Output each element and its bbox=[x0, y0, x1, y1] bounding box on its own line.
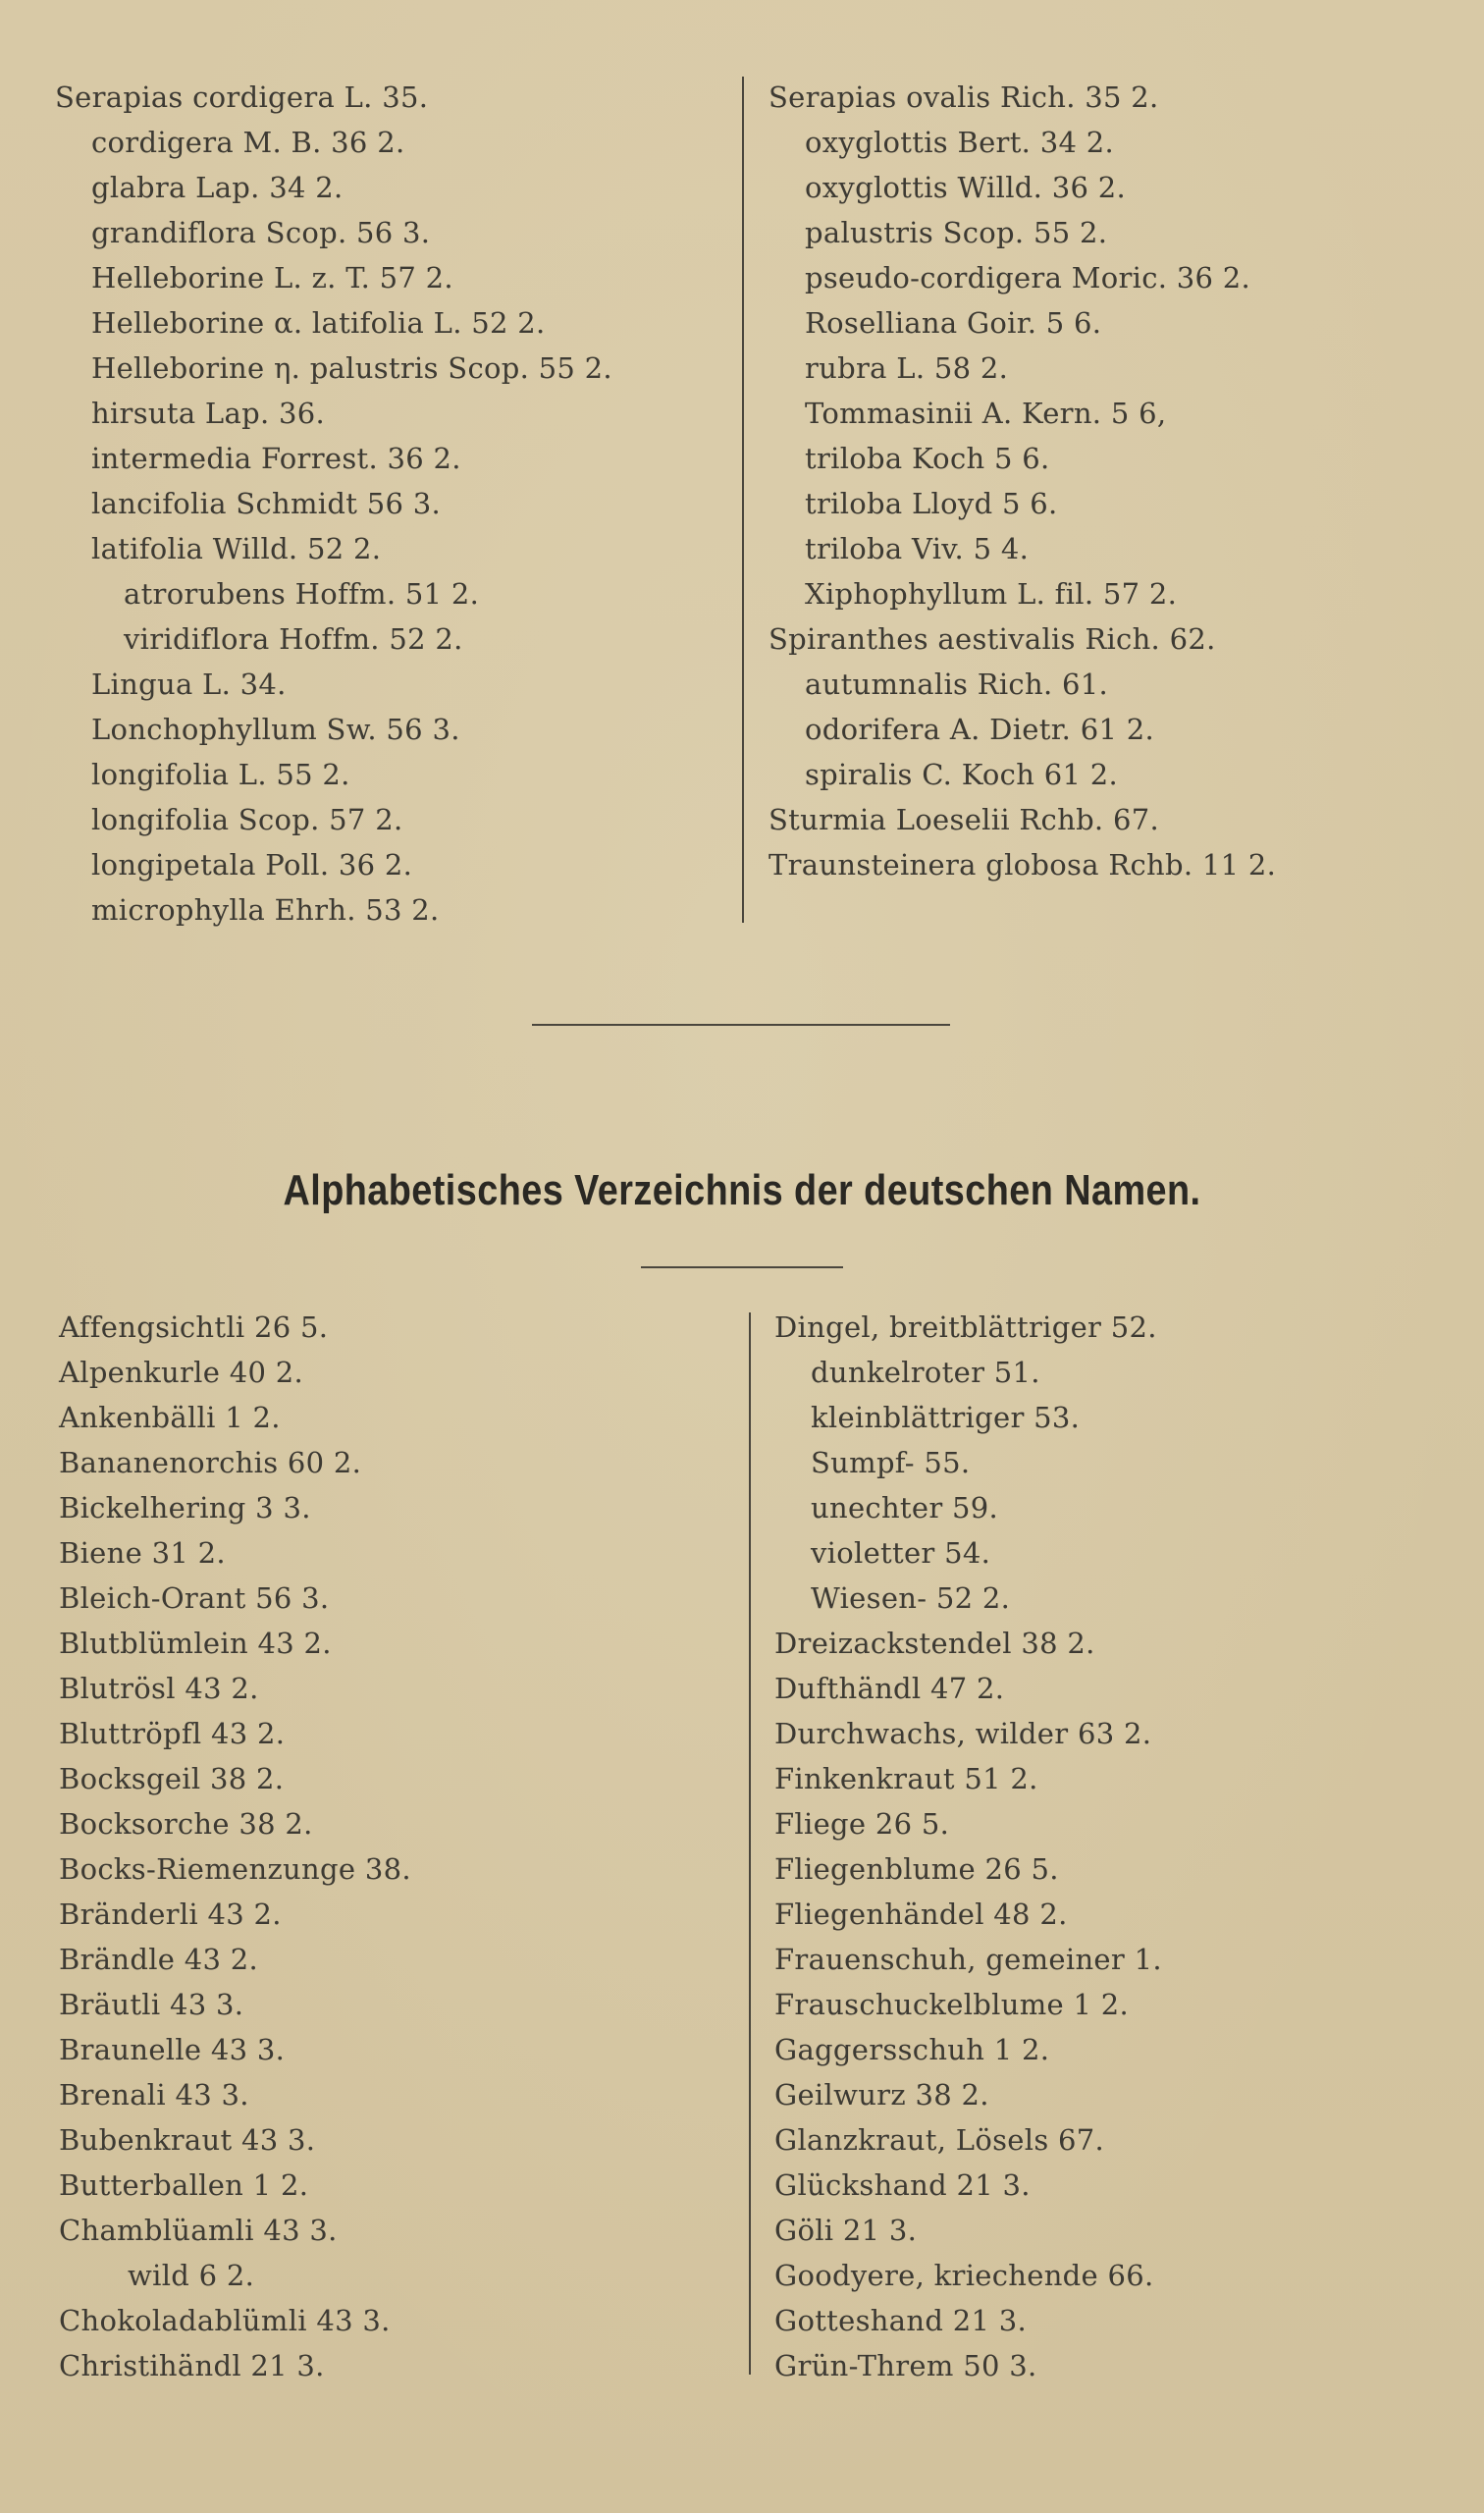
index-entry: Fliegenhändel 48 2. bbox=[774, 1898, 1068, 1931]
index-entry: lancifolia Schmidt 56 3. bbox=[91, 487, 441, 520]
index-entry: Frauenschuh, gemeiner 1. bbox=[774, 1943, 1162, 1976]
index-entry: Traunsteinera globosa Rchb. 11 2. bbox=[768, 848, 1277, 882]
index-entry: Serapias ovalis Rich. 35 2. bbox=[768, 80, 1159, 114]
latin-index-right-column bbox=[768, 75, 1276, 887]
index-entry: Bocks-Riemenzunge 38. bbox=[59, 1852, 411, 1886]
index-entry: Ankenbälli 1 2. bbox=[59, 1401, 281, 1434]
index-entry: spiralis C. Koch 61 2. bbox=[805, 758, 1118, 791]
index-entry: Helleborine η. palustris Scop. 55 2. bbox=[91, 351, 612, 385]
index-entry: Fliege 26 5. bbox=[774, 1807, 950, 1841]
index-entry: Bluttröpfl 43 2. bbox=[59, 1717, 286, 1750]
index-entry: Dingel, breitblättriger 52. bbox=[774, 1310, 1157, 1344]
index-entry: Chokoladablümli 43 3. bbox=[59, 2304, 391, 2337]
index-entry: Glanzkraut, Lösels 67. bbox=[774, 2123, 1105, 2157]
index-entry: Glückshand 21 3. bbox=[774, 2168, 1031, 2202]
index-entry: Alpenkurle 40 2. bbox=[59, 1356, 303, 1389]
index-entry: Göli 21 3. bbox=[774, 2214, 918, 2247]
index-entry: Helleborine L. z. T. 57 2. bbox=[91, 261, 453, 294]
index-entry: triloba Lloyd 5 6. bbox=[805, 487, 1058, 520]
index-entry: Bocksgeil 38 2. bbox=[59, 1762, 285, 1795]
index-entry: Blutrösl 43 2. bbox=[59, 1672, 259, 1705]
index-entry: viridiflora Hoffm. 52 2. bbox=[124, 622, 463, 656]
index-entry: atrorubens Hoffm. 51 2. bbox=[124, 577, 480, 611]
index-entry: Goodyere, kriechende 66. bbox=[774, 2259, 1154, 2292]
index-entry: Biene 31 2. bbox=[59, 1536, 226, 1570]
index-entry: unechter 59. bbox=[811, 1491, 999, 1524]
index-entry: Bräutli 43 3. bbox=[59, 1988, 244, 2021]
index-entry: Tommasinii A. Kern. 5 6, bbox=[805, 397, 1167, 430]
index-entry: Finkenkraut 51 2. bbox=[774, 1762, 1038, 1795]
index-entry: Roselliana Goir. 5 6. bbox=[805, 306, 1102, 340]
index-entry: Wiesen- 52 2. bbox=[811, 1581, 1011, 1615]
index-entry: Bränderli 43 2. bbox=[59, 1898, 282, 1931]
index-entry: palustris Scop. 55 2. bbox=[805, 216, 1108, 249]
index-entry: Dreizackstendel 38 2. bbox=[774, 1627, 1095, 1660]
index-entry: glabra Lap. 34 2. bbox=[91, 171, 344, 204]
index-entry: Braunelle 43 3. bbox=[59, 2033, 286, 2066]
column-divider bbox=[742, 77, 744, 923]
index-entry: Grün-Threm 50 3. bbox=[774, 2349, 1037, 2382]
index-entry: Gotteshand 21 3. bbox=[774, 2304, 1027, 2337]
index-entry: Durchwachs, wilder 63 2. bbox=[774, 1717, 1152, 1750]
index-entry: Bocksorche 38 2. bbox=[59, 1807, 313, 1841]
index-entry: Sturmia Loeselii Rchb. 67. bbox=[768, 803, 1159, 836]
index-entry: longifolia L. 55 2. bbox=[91, 758, 350, 791]
index-entry: pseudo-cordigera Moric. 36 2. bbox=[805, 261, 1251, 294]
index-entry: Brenali 43 3. bbox=[59, 2078, 249, 2112]
index-entry: Geilwurz 38 2. bbox=[774, 2078, 989, 2112]
index-entry: Brändle 43 2. bbox=[59, 1943, 259, 1976]
column-divider bbox=[749, 1312, 751, 2375]
index-entry: grandiflora Scop. 56 3. bbox=[91, 216, 431, 249]
index-entry: wild 6 2. bbox=[128, 2259, 255, 2292]
index-entry: Serapias cordigera L. 35. bbox=[55, 80, 429, 114]
index-entry: kleinblättriger 53. bbox=[811, 1401, 1081, 1434]
index-entry: Butterballen 1 2. bbox=[59, 2168, 309, 2202]
index-entry: Xiphophyllum L. fil. 57 2. bbox=[805, 577, 1178, 611]
index-entry: Sumpf- 55. bbox=[811, 1446, 971, 1479]
index-entry: oxyglottis Willd. 36 2. bbox=[805, 171, 1126, 204]
index-entry: Spiranthes aestivalis Rich. 62. bbox=[768, 622, 1216, 656]
index-entry: rubra L. 58 2. bbox=[805, 351, 1009, 385]
german-index-right-column bbox=[774, 1305, 1162, 2388]
index-entry: longifolia Scop. 57 2. bbox=[91, 803, 403, 836]
index-entry: Gaggersschuh 1 2. bbox=[774, 2033, 1050, 2066]
latin-index-left-column bbox=[55, 75, 612, 933]
index-entry: Bananenorchis 60 2. bbox=[59, 1446, 362, 1479]
index-entry: Chamblüamli 43 3. bbox=[59, 2214, 338, 2247]
index-entry: Lonchophyllum Sw. 56 3. bbox=[91, 713, 460, 746]
index-entry: Christihändl 21 3. bbox=[59, 2349, 325, 2382]
index-entry: microphylla Ehrh. 53 2. bbox=[91, 893, 440, 927]
index-entry: intermedia Forrest. 36 2. bbox=[91, 442, 461, 475]
index-entry: hirsuta Lap. 36. bbox=[91, 397, 326, 430]
index-entry: oxyglottis Bert. 34 2. bbox=[805, 126, 1114, 159]
german-index-left-column bbox=[59, 1305, 411, 2388]
index-entry: dunkelroter 51. bbox=[811, 1356, 1040, 1389]
index-entry: Bleich-Orant 56 3. bbox=[59, 1581, 330, 1615]
title-underline bbox=[641, 1266, 843, 1268]
index-entry: triloba Koch 5 6. bbox=[805, 442, 1050, 475]
index-entry: Helleborine α. latifolia L. 52 2. bbox=[91, 306, 546, 340]
section-separator bbox=[532, 1024, 950, 1026]
index-entry: triloba Viv. 5 4. bbox=[805, 532, 1030, 565]
index-entry: odorifera A. Dietr. 61 2. bbox=[805, 713, 1155, 746]
index-entry: Lingua L. 34. bbox=[91, 668, 287, 701]
index-entry: violetter 54. bbox=[811, 1536, 991, 1570]
index-entry: Fliegenblume 26 5. bbox=[774, 1852, 1059, 1886]
index-entry: autumnalis Rich. 61. bbox=[805, 668, 1108, 701]
german-index-title: Alphabetisches Verzeichnis der deutschen Namen. bbox=[283, 1166, 1201, 1214]
index-entry: latifolia Willd. 52 2. bbox=[91, 532, 382, 565]
index-entry: longipetala Poll. 36 2. bbox=[91, 848, 413, 882]
index-entry: Blutblümlein 43 2. bbox=[59, 1627, 332, 1660]
index-entry: Bickelhering 3 3. bbox=[59, 1491, 311, 1524]
index-entry: Affengsichtli 26 5. bbox=[59, 1310, 329, 1344]
index-entry: Bubenkraut 43 3. bbox=[59, 2123, 316, 2157]
index-entry: Frauschuckelblume 1 2. bbox=[774, 1988, 1130, 2021]
index-entry: Dufthändl 47 2. bbox=[774, 1672, 1005, 1705]
index-entry: cordigera M. B. 36 2. bbox=[91, 126, 405, 159]
